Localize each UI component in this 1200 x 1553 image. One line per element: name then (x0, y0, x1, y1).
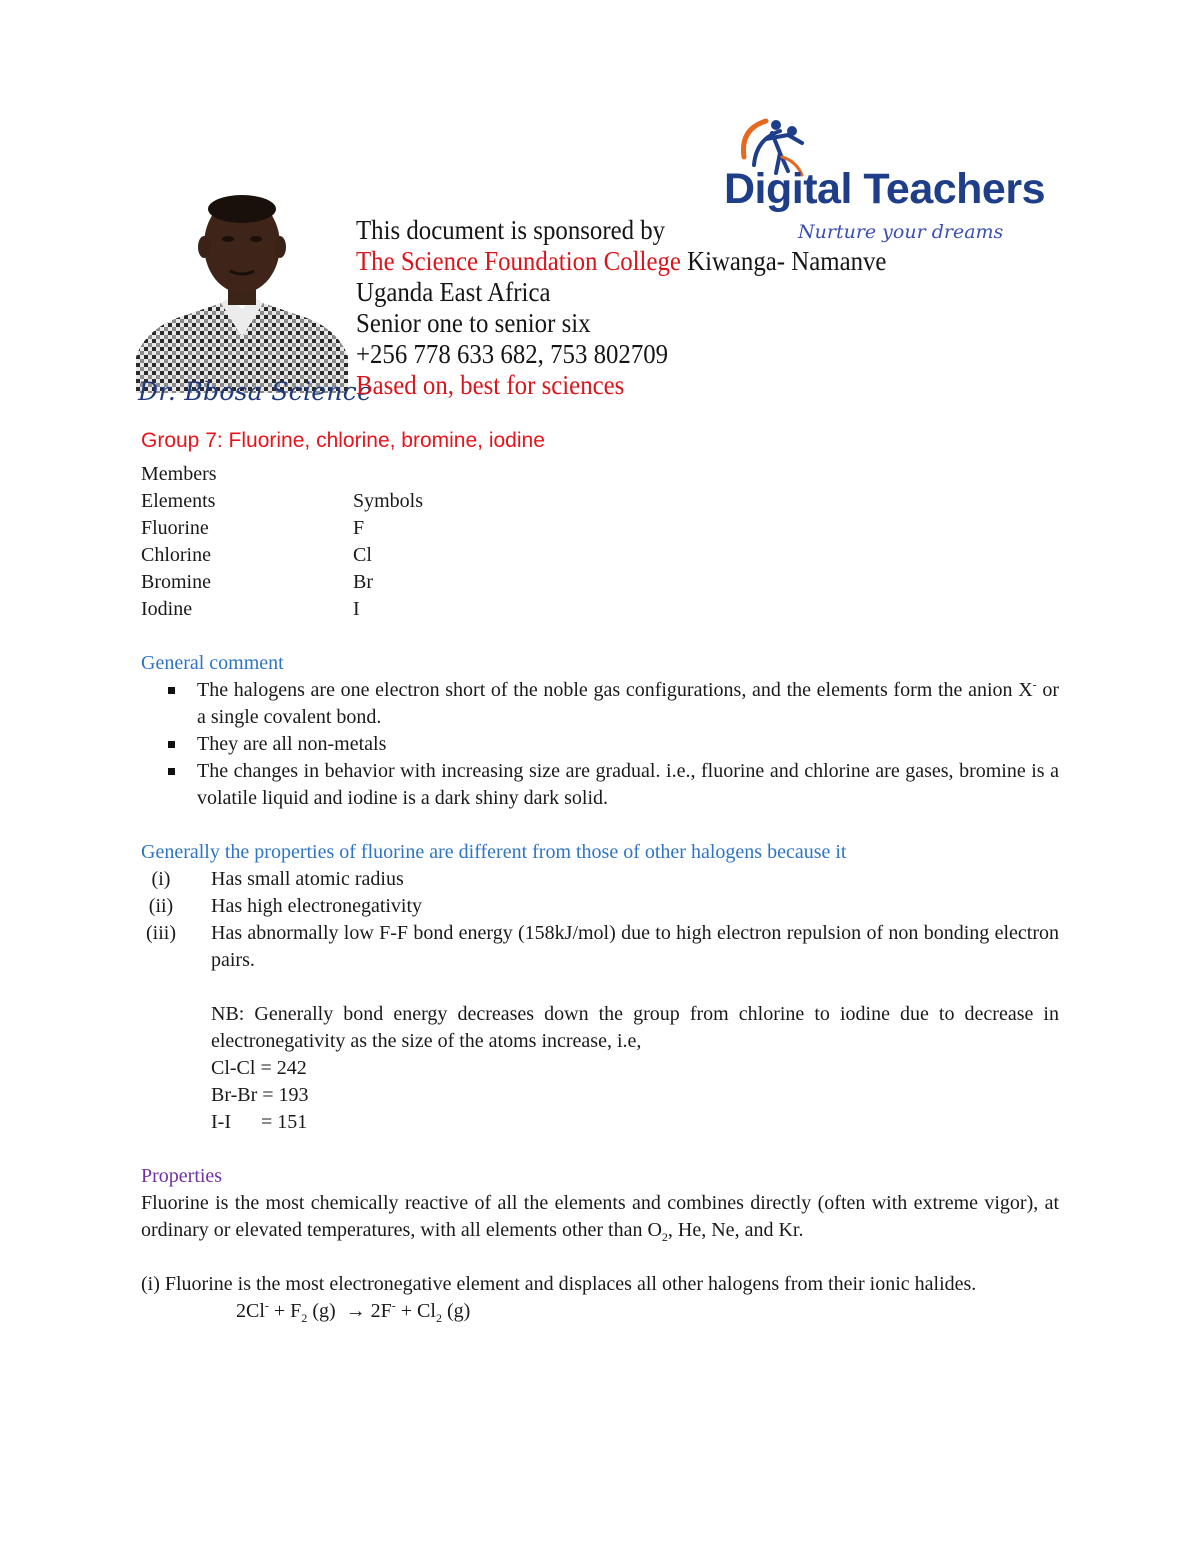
element-name: Chlorine (141, 544, 211, 566)
sponsor-phone: +256 778 633 682, 753 802709 (356, 339, 669, 369)
elements-table (141, 488, 1059, 623)
list-item: They are all non-metals (141, 731, 1059, 758)
element-symbol: F (353, 517, 365, 539)
college-location: Kiwanga- Namanve (680, 246, 887, 276)
item-text: Has high electronegativity (211, 895, 423, 917)
properties-paragraph: Fluorine is the most chemically reactive of all the elements and combines directly (often with extreme vigor), at ordinary or elevated temperatures, with all elements other than $O_2$, He, Ne, and Kr. (141, 1192, 1059, 1244)
bond-energy-value: I-I = 151 (211, 1111, 308, 1133)
sponsor-college-line (356, 246, 945, 277)
logo-tagline: Nurture your dreams (798, 221, 1004, 243)
item-number: (i) (151, 868, 171, 890)
numbered-item (141, 893, 1059, 920)
author-photo-image (136, 187, 348, 393)
item-text: Has small atomic radius (211, 868, 404, 890)
sponsor-motto: Based on, best for sciences (356, 370, 625, 400)
document-body (141, 426, 1059, 1325)
bond-energy-value: Cl-Cl = 242 (211, 1057, 307, 1079)
college-name: The Science Foundation College (356, 246, 681, 276)
table-header-row (141, 488, 1059, 515)
item-number: (iii) (146, 922, 176, 944)
sponsor-line: This document is sponsored by (356, 215, 666, 245)
nb-note: NB: Generally bond energy decreases down the group from chlorine to iodine due to decrease in electronegativity as the size of the atoms increase, i.e, (211, 1003, 1059, 1052)
square-bullet-icon (168, 687, 175, 694)
signature: Dr. Bbosa Science (138, 377, 373, 406)
element-name: Fluorine (141, 517, 209, 539)
general-comment-list (141, 677, 1059, 812)
table-row (141, 515, 1059, 542)
element-symbol: Cl (353, 544, 372, 566)
element-name: Bromine (141, 571, 211, 593)
page-title: Group 7: Fluorine, chlorine, bromine, iodine (141, 429, 545, 452)
chemical-equation: $2Cl^- + F_2$ $(g) \to 2F^- + Cl_2$ (g) (236, 1298, 471, 1325)
table-row (141, 596, 1059, 623)
list-item: The changes in behavior with increasing size are gradual. i.e., fluorine and chlorine are gases, bromine is a volatile liquid and iodine is a dark shiny dark solid. (141, 758, 1059, 812)
sponsor-line: Senior one to senior six (356, 308, 591, 338)
table-row (141, 569, 1059, 596)
element-symbol: Br (353, 571, 373, 593)
column-header-elements: Elements (141, 490, 216, 512)
item-text: Has abnormally low F-F bond energy (158kJ/mol) due to high electron repulsion of non bonding electron pairs. (211, 922, 1059, 971)
numbered-item (141, 866, 1059, 893)
element-symbol: I (353, 598, 360, 620)
bond-energy-value: Br-Br = 193 (211, 1084, 309, 1106)
column-header-symbols: Symbols (353, 490, 424, 512)
author-photo (136, 187, 348, 393)
general-comment-heading: General comment (141, 652, 284, 674)
members-label: Members (141, 463, 217, 485)
fluorine-difference-heading: Generally the properties of fluorine are different from those of other halogens because it (141, 841, 847, 863)
header-banner (136, 115, 1045, 415)
property-item: (i) Fluorine is the most electronegative element and displaces all other halogens from their ionic halides. (141, 1273, 977, 1295)
sponsor-line: Uganda East Africa (356, 277, 551, 307)
square-bullet-icon (168, 741, 175, 748)
logo-title: Digital Teachers (724, 165, 1045, 213)
item-number: (ii) (148, 895, 174, 917)
table-row (141, 542, 1059, 569)
element-name: Iodine (141, 598, 193, 620)
properties-heading: Properties (141, 1165, 223, 1187)
sponsor-block (356, 215, 996, 401)
list-item: The halogens are one electron short of the noble gas configurations, and the elements form the anion X- or a single covalent bond. (141, 677, 1059, 731)
numbered-item (141, 920, 1059, 974)
square-bullet-icon (168, 768, 175, 775)
